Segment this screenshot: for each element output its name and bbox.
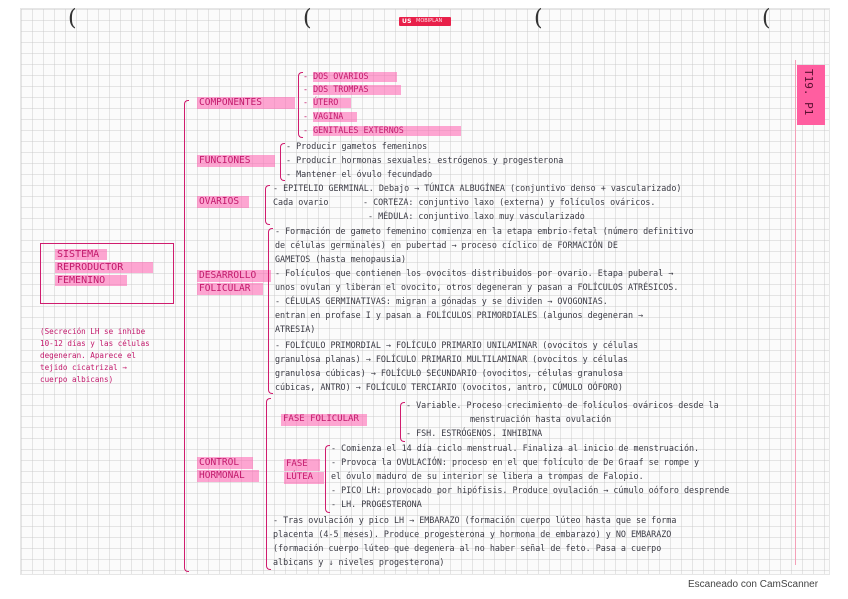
desarrollo-line: granulosa cúbicas) → FOLÍCULO SECUNDARIO (ovocitos, células granulosa [275,368,623,378]
desarrollo-line: - Formación de gameto femenino comienza en la etapa embrio-fetal (número definitivo [275,226,694,236]
side-note-line: degeneran. Aparece el [40,351,137,360]
binder-ring-mark: ( [534,6,543,31]
fase-folicular-line: menstruación hasta ovulación [470,414,612,424]
ovarios-line: - MÉDULA: conjuntivo laxo muy vascularizado [368,211,585,221]
binder-ring-mark: ( [303,6,312,31]
component-item: - VAGINA [303,111,344,121]
binder-ring-mark: ( [68,6,77,31]
after-ovulation-line: placenta (4-5 meses). Produce progesterona y hormona de embarazo) y NO EMBARAZO [273,529,672,539]
fase-lutea-label: LÚTEA [286,472,314,482]
scanner-watermark: Escaneado con CamScanner [688,579,819,590]
ovarios-line: Cada ovario [273,197,329,207]
fase-lutea-line: - LH. PROGESTERONA [331,499,422,509]
section-label-control: CONTROL [199,457,240,468]
side-note-line: 10-12 días y las células [40,339,150,348]
side-note-line: tejido cicatrizal → [40,363,127,372]
side-note-line: cuerpo albicans) [40,375,114,384]
bracket [280,143,285,181]
brand-logo-sub: MOBIPLAN [416,18,443,24]
desarrollo-line: de células germinales) en pubertad → proceso cíclico de FORMACIÓN DE [275,240,618,250]
bracket [400,402,405,442]
bracket [325,445,330,513]
desarrollo-line: cúbicas, ANTRO) → FOLÍCULO TERCIARIO (ovocitos, antro, CÚMULO OÓFORO) [275,382,623,392]
after-ovulation-line: (formación cuerpo lúteo que degenera al no haber señal de feto. Pasa a cuerpo [273,543,662,553]
bracket [268,228,273,394]
desarrollo-line: - Folículos que contienen los ovocitos distribuidos por ovario. Etapa puberal → [275,268,674,278]
section-label-desarrollo: DESARROLLO [199,270,257,281]
component-item: - GENITALES EXTERNOS [303,125,404,135]
function-item: - Producir hormonas sexuales: estrógenos y progesterona [286,155,564,165]
section-label-desarrollo: FOLICULAR [199,283,251,294]
section-label-control: HORMONAL [199,470,245,481]
desarrollo-line: - CÉLULAS GERMINATIVAS: migran a gónadas y se dividen → OVOGONIAS. [275,296,608,306]
desarrollo-line: GAMETOS (hasta menopausia) [275,254,407,264]
bracket [265,185,270,225]
after-ovulation-line: - Tras ovulación y pico LH → EMBARAZO (formación cuerpo lúteo hasta que se forma [273,515,677,525]
title-line-3: FEMENINO [57,275,106,286]
section-label-funciones: FUNCIONES [199,155,251,166]
component-item: - DOS OVARIOS [303,71,369,81]
title-line-2: REPRODUCTOR [57,262,124,273]
section-label-componentes: COMPONENTES [199,97,262,108]
binder-ring-mark: ( [762,6,771,31]
desarrollo-line: unos ovulan y liberan el ovocito, otros degeneran y pasan a FOLÍCULOS ATRÉSICOS. [275,282,679,292]
fase-folicular-label: FASE FOLICULAR [283,414,359,424]
component-item: - ÚTERO [303,97,339,107]
fase-lutea-line: - Comienza el 14 día ciclo menstrual. Finaliza al inicio de menstruación. [331,443,700,453]
bracket [266,398,271,570]
brand-logo [399,17,451,26]
desarrollo-line: - FOLÍCULO PRIMORDIAL → FOLÍCULO PRIMARIO UNILAMINAR (ovocitos y células [275,340,639,350]
component-item: - DOS TROMPAS [303,84,369,94]
fase-lutea-line: el óvulo maduro de su interior se libera a trompas de Falopio. [331,471,644,481]
fase-folicular-line: - Variable. Proceso crecimiento de folículos ováricos desde la [406,400,719,410]
function-item: - Mantener el óvulo fecundado [286,169,433,179]
fase-lutea-line: - PICO LH: provocado por hipófisis. Produce ovulación → cúmulo oóforo desprende [331,485,730,495]
main-bracket [184,100,189,572]
fase-lutea-label: FASE [286,459,308,469]
desarrollo-line: ATRESIA) [275,324,316,334]
section-label-ovarios: OVARIOS [199,196,240,207]
ovarios-line: - CORTEZA: conjuntivo laxo (externa) y folículos ováricos. [363,197,656,207]
desarrollo-line: entran en profase I y pasan a FOLÍCULOS PRIMORDIALES (algunos degeneran → [275,310,644,320]
fase-folicular-line: - FSH. ESTRÓGENOS. INHIBINA [406,428,543,438]
margin-line [795,60,796,565]
brand-logo-text: US [402,18,412,25]
topic-tab [797,65,825,125]
function-item: - Producir gametos femeninos [286,141,428,151]
after-ovulation-line: albicans y ↓ niveles progesterona) [273,557,445,567]
topic-tab-label: T19. P1 [802,69,815,116]
desarrollo-line: granulosa planas) → FOLÍCULO PRIMARIO MULTILAMINAR (ovocitos y células [275,354,628,364]
fase-lutea-line: - Provoca la OVULACIÓN: proceso en el que folículo de De Graaf se rompe y [331,457,700,467]
title-line-1: SISTEMA [57,249,100,260]
ovarios-line: - EPITELIO GERMINAL. Debajo → TÚNICA ALBUGÍNEA (conjuntivo denso + vascularizado) [273,183,682,193]
side-note-line: (Secreción LH se inhibe [40,327,146,336]
